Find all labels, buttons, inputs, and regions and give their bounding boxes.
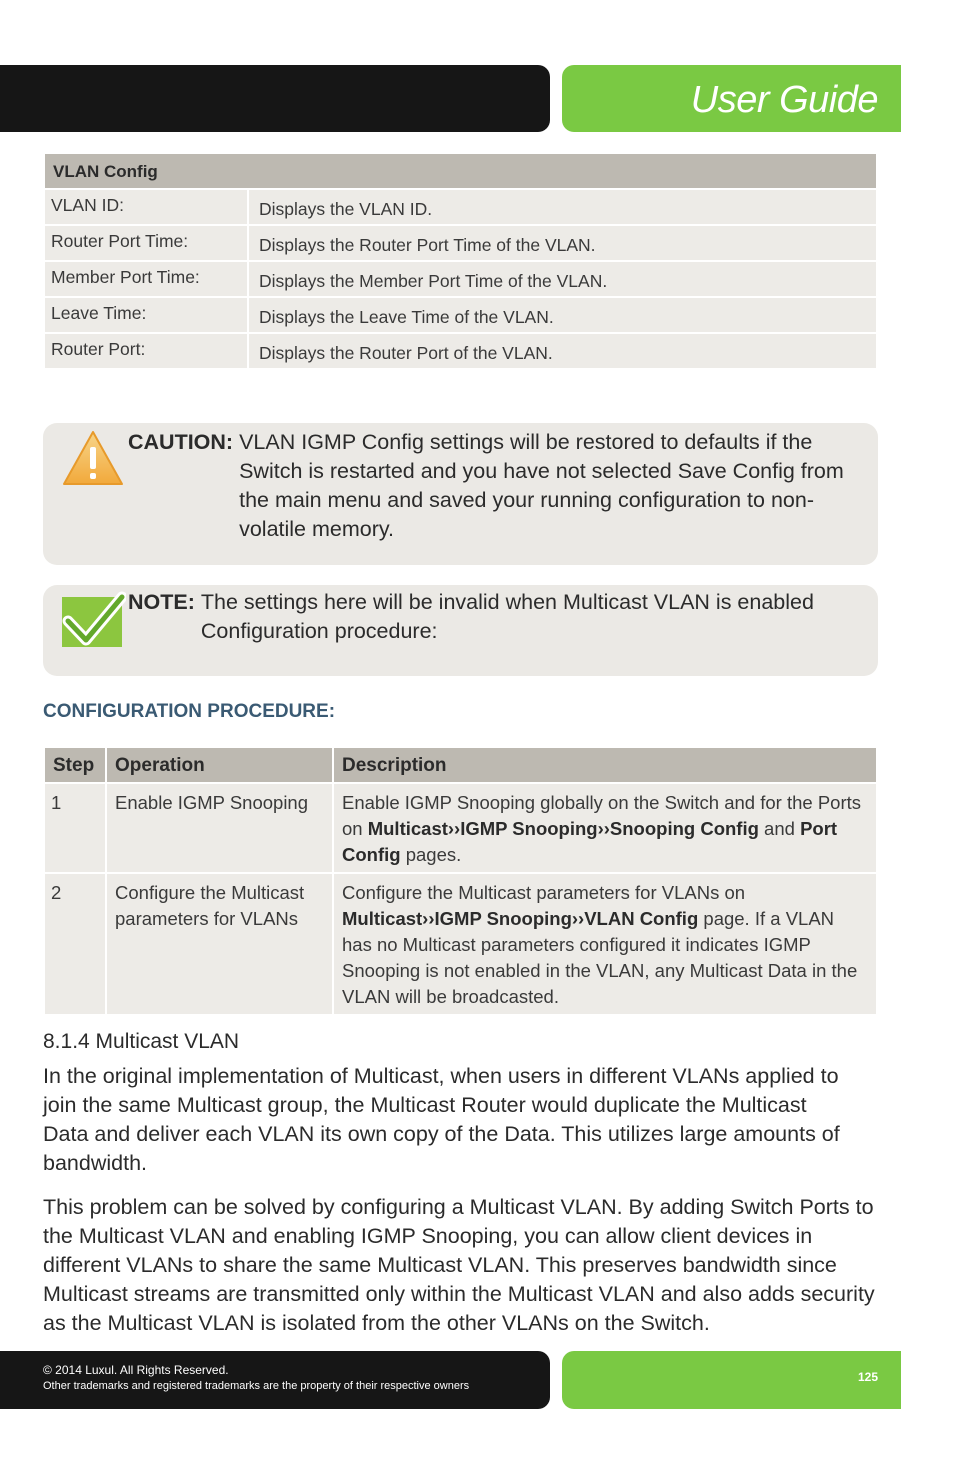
footer-page-panel bbox=[562, 1351, 901, 1409]
row-value: Displays the VLAN ID. bbox=[249, 190, 876, 224]
paragraph: In the original implementation of Multicast, when users in different VLANs applied to join the same Multicast group, the Multicast Router would duplicate the Multicast Data and deliver each VLAN its own copy of the Data. This utilizes large amounts of bandwidth. bbox=[43, 1064, 840, 1175]
caution-text: VLAN IGMP Config settings will be restored to defaults if the Switch is restarted and you have not selected Save Config from the main menu and saved your running configuration to non-volatile memory. bbox=[239, 430, 844, 541]
header-bar bbox=[0, 65, 550, 132]
row-value: Displays the Leave Time of the VLAN. bbox=[249, 298, 876, 332]
copyright-text: © 2014 Luxul. All Rights Reserved. bbox=[43, 1363, 229, 1377]
paragraph: This problem can be solved by configuring a Multicast VLAN. By adding Switch Ports to the Multicast VLAN and enabling IGMP Snooping, you can allow client devices in different VLANs to share the same Multicast VLAN. This preserves bandwidth since Multicast streams are transmitted only within the Multicast VLAN and also adds security as the Multicast VLAN is isolated from the other VLANs on the Switch. bbox=[43, 1195, 875, 1335]
vlan-config-heading: VLAN Config bbox=[45, 154, 876, 188]
header-title-panel bbox=[562, 65, 901, 132]
note-text-block bbox=[128, 588, 858, 646]
col-step: Step bbox=[45, 748, 105, 782]
table-row bbox=[45, 190, 876, 224]
procedure-heading: CONFIGURATION PROCEDURE: bbox=[43, 701, 336, 722]
table-row bbox=[45, 298, 876, 332]
footer-bar bbox=[0, 1351, 550, 1409]
row-key: Leave Time: bbox=[45, 298, 247, 332]
row-key: Router Port Time: bbox=[45, 226, 247, 260]
note-text: The settings here will be invalid when Multicast VLAN is enabled Configuration procedure: bbox=[200, 590, 814, 643]
section-heading: 8.1.4 Multicast VLAN bbox=[43, 1030, 240, 1053]
row-key: Router Port: bbox=[45, 334, 247, 368]
page-number: 125 bbox=[857, 1370, 878, 1384]
vlan-config-table bbox=[43, 152, 878, 370]
row-value: Displays the Router Port Time of the VLAN. bbox=[249, 226, 876, 260]
row-key: VLAN ID: bbox=[45, 190, 247, 224]
col-operation: Operation bbox=[107, 748, 332, 782]
warning-icon bbox=[61, 429, 125, 487]
step-number: 2 bbox=[45, 874, 105, 1014]
checkmark-icon bbox=[60, 591, 126, 649]
row-value: Displays the Member Port Time of the VLAN. bbox=[249, 262, 876, 296]
table-row bbox=[45, 334, 876, 368]
note-label: NOTE: bbox=[128, 590, 195, 614]
table-row bbox=[45, 226, 876, 260]
description-text: Enable IGMP Snooping globally on the Switch and for the Ports on Multicast››IGMP Snooping››Snooping Config and Port Config pages. bbox=[334, 784, 876, 872]
caution-label: CAUTION: bbox=[128, 430, 234, 454]
caution-callout bbox=[43, 423, 878, 565]
row-key: Member Port Time: bbox=[45, 262, 247, 296]
menu-path: Multicast››IGMP Snooping››Snooping Config bbox=[367, 818, 759, 839]
step-number: 1 bbox=[45, 784, 105, 872]
operation-text: Configure the Multicast parameters for VLANs bbox=[107, 874, 332, 1014]
trademark-text: Other trademarks and registered trademarks are the property of their respective owners bbox=[43, 1380, 470, 1392]
description-text: Configure the Multicast parameters for VLANs on Multicast››IGMP Snooping››VLAN Config page. If a VLAN has no Multicast parameters configured it indicates IGMP Snooping is not enabled in the VLAN, any Multicast Data in the VLAN will be broadcasted. bbox=[334, 874, 876, 1014]
row-value: Displays the Router Port of the VLAN. bbox=[249, 334, 876, 368]
caution-text-block bbox=[128, 428, 858, 544]
page-title: User Guide bbox=[690, 79, 878, 121]
table-row bbox=[45, 874, 876, 1014]
procedure-table bbox=[43, 746, 878, 1016]
table-row bbox=[45, 784, 876, 872]
menu-path: Port Config bbox=[342, 818, 838, 865]
menu-path: Multicast››IGMP Snooping››VLAN Config bbox=[342, 908, 699, 929]
note-callout bbox=[43, 585, 878, 676]
col-description: Description bbox=[334, 748, 876, 782]
operation-text: Enable IGMP Snooping bbox=[107, 784, 332, 872]
table-row bbox=[45, 262, 876, 296]
